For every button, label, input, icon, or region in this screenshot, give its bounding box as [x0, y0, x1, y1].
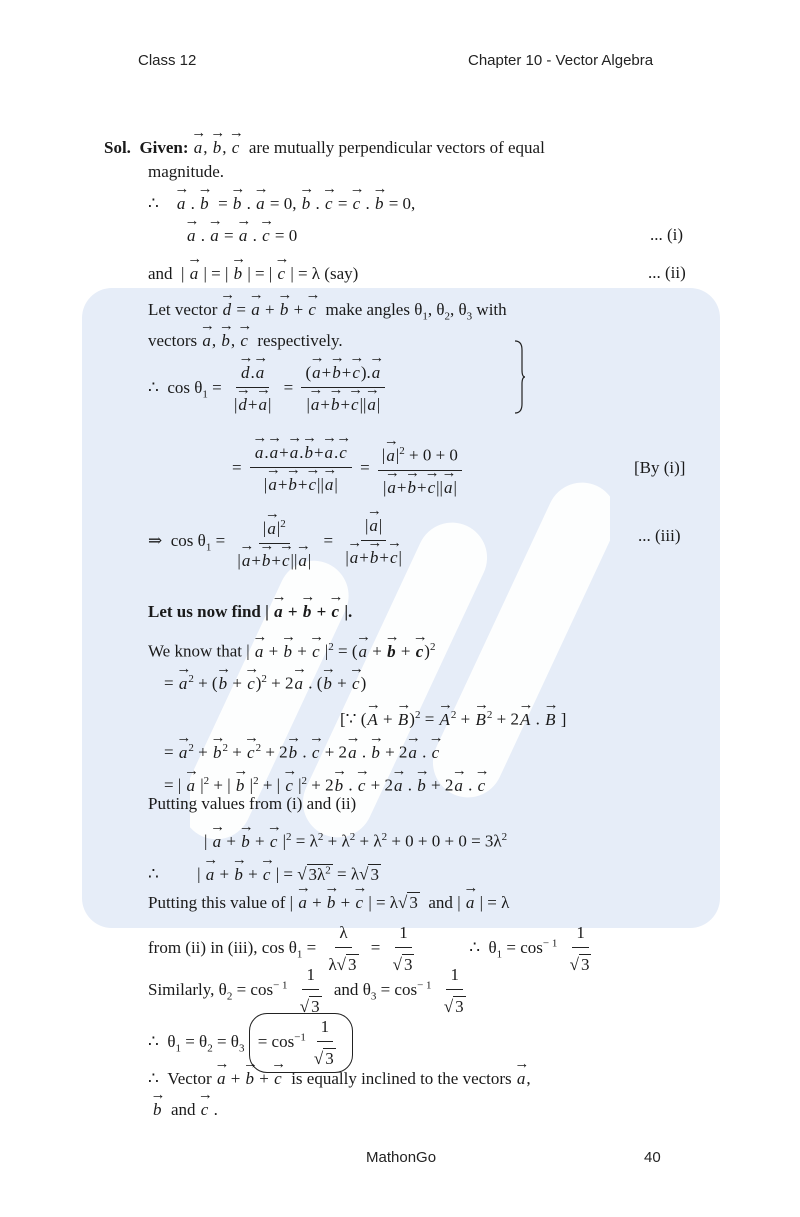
- cos-theta1-expand-line: = → $\frac{a.\to a+\to a.\to b+\to a.\to c}{|\to a+\to b+\to c||\to a|}$ = $\frac{|\to a|^2 + 0 + 0}{|\to a+\to b+\to c||\to a|}$: [232, 440, 466, 499]
- header-chapter: Chapter 10 - Vector Algebra: [468, 52, 654, 69]
- substitute-line: | → a + → b + → c $|^2 = \lambda^2 + \lambda^2 + \lambda^2 + 0 + 0 + 0 = 3\lambda^2$: [204, 826, 507, 853]
- intro-tail: are mutually perpendicular vectors of equal: [248, 138, 545, 157]
- conclusion-line-2: → b and → c .: [152, 1099, 218, 1121]
- implies-cos-line: ⇒ $\cos \theta_1$ = $\frac{|\to a|^2}{|\to a+\to b+\to c||\to a|}$ = $\frac{|\to a|}{|\to a+\to b+\to c|}$: [148, 513, 410, 572]
- right-brace-icon: [514, 340, 526, 414]
- from-ii-iii-line: from (ii) in (iii), $\cos \theta_1$ = $\frac{\lambda}{\lambda√ 3}$ = $\frac{1}{√ 3}$ ∴ $\theta_1 = \cos^{- 1}$ $\frac{1}{√ 3}$: [148, 923, 590, 974]
- eq-i-tag: ... (i): [650, 225, 684, 244]
- putting-this-line: Putting this value of | → a + → b + → c | = λ√ 3 and | → a | = λ: [148, 892, 509, 914]
- similarly-line: Similarly, $\theta_2 = \cos^{- 1}$ $\frac{1}{√ 3}$ and $\theta_3 = \cos^{- 1}$ $\frac{1}{√ 3}$: [148, 965, 464, 1016]
- dot-products-line: ∴ → a . → b = → b . → a = 0, → b . → c = → c . → b = 0,: [148, 193, 415, 215]
- expand-line-3: = | → a $|^2$ + | → b $|^2$ + | → c $|^2 + 2\to b$ . → c + 2→ a . → b + 2→ a . → c: [164, 770, 486, 797]
- let-vector-line: Let vector → d = → a + → b + → c make angles $\theta_1$, $\theta_2$, $\theta_3$ with: [148, 299, 507, 327]
- equal-magnitude-line: and | → a | = | → b | = | → c | = λ (say): [148, 263, 358, 285]
- vectors-respectively-line: vectors → a, → b, → c respectively.: [148, 330, 343, 352]
- putting-values-line: Putting values from (i) and (ii): [148, 794, 357, 813]
- header-class: Class 12: [138, 52, 197, 69]
- magnitude-result-line: ∴ | → a + → b + → c | = √ $3\lambda^2 = \lambda√$ 3: [148, 859, 381, 886]
- identity-line: [∵ (→ A + → B)$^2$ = → $A^2$ + → $B^2 + 2\to A$ . → B ]: [340, 704, 566, 731]
- eq-iii-tag: ... (iii): [638, 526, 681, 545]
- by-i-tag: [By (i)]: [634, 458, 686, 477]
- cos-theta1-line: ∴ $\cos \theta_1$ = → $\frac{d.\to a}{|\to d+\to a|}$ = $\frac{(\to a+\to b+\to c).\to a}{|\to a+\to b+\to c||\to a|}$: [148, 362, 389, 416]
- sol-label: Sol.: [104, 138, 131, 157]
- intro-line-2: magnitude.: [148, 162, 225, 181]
- sol-intro-line: Sol. Given: → a, → b, → c are mutually perpendicular vectors of equal: [104, 137, 545, 159]
- given-label: Given:: [139, 138, 189, 157]
- dot-products-line-2: → a . → a = → a . → c = 0: [186, 225, 297, 247]
- footer-brand: MathonGo: [366, 1149, 437, 1166]
- expand-line-2: = → $a^2$ + → $b^2$ + → $c^2 + 2\to b$ . → c + 2→ a . → b + 2→ a . → c: [164, 737, 440, 764]
- eq-ii-tag: ... (ii): [648, 263, 686, 282]
- conclusion-line: ∴ Vector → a + → b + → c is equally inclined to the vectors → a,: [148, 1068, 531, 1090]
- footer-page-number: 40: [644, 1149, 661, 1166]
- find-heading: Let us now find | → a + → b + → c |.: [148, 601, 352, 623]
- equal-angles-line: ∴ $\theta_1 = \theta_2 = \theta_3 = \cos^{-1}$ $\frac{1}{√ 3}$: [148, 1013, 353, 1073]
- expand-line-1: = → $a^2$ + (→ b + → c)$^2$ + 2→ a . (→ b + → c): [164, 668, 366, 695]
- we-know-line: We know that | → a + → b + → c $|^2$ = (→ a + → b + → c)$^2$: [148, 636, 435, 663]
